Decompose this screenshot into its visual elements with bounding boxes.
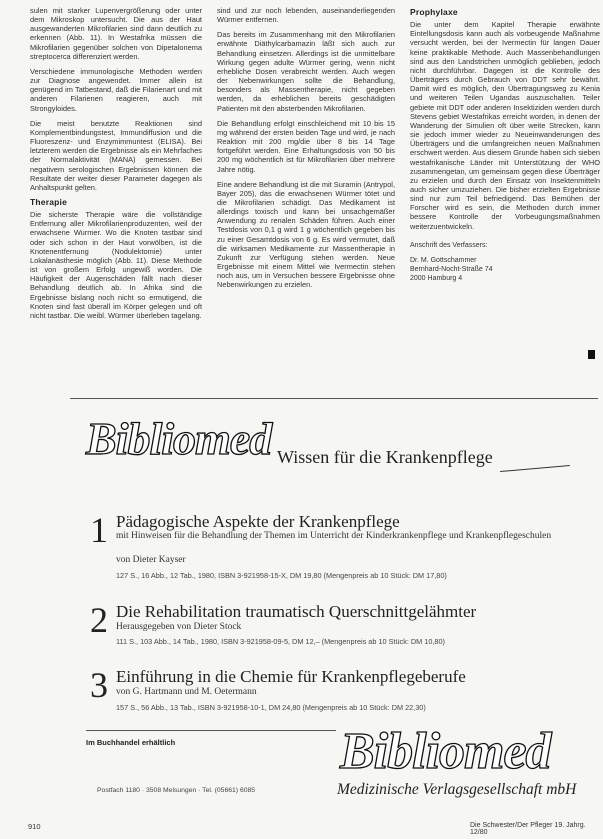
paragraph: Die sicherste Therapie wäre die vollständige Entfernung aller Mikrofilarienproduzenten, weil der erwachsene Wurmer. Wo die Knoten tastbar sind oder sich schon in der Haut vorwölben, ist die Knotenentfernung (Nodulektomie) unter Lokalanästhesie möglich (Abb. 11). Diese Methode ist von großem Erfolg ungewiß worden. Die Häufigkeit der Augenschäden fällt nach dieser Behandlung deutlich ab. In Afrika sind die Ergebnisse bislang noch nicht so ermutigend, die Knoten sind fast überall im Körper gelegen und oft nicht tastbar. Die weibl. Würmer überleben tagelang. — [30, 210, 202, 320]
bibliomed-logo: Bibliomed — [86, 413, 272, 464]
bookstore-note: Im Buchhandel erhältlich — [86, 738, 176, 747]
page-number: 910 — [28, 822, 41, 831]
book-author: von Dieter Kayser — [116, 555, 186, 565]
section-heading-therapie: Therapie — [30, 196, 68, 207]
book-editor: Herausgegeben von Dieter Stock — [116, 622, 242, 632]
paragraph: sulen mit starker Lupenvergrößerung oder unter dem Mikroskop untersucht. Die aus der Haut ausgewanderten Mikrofilarien sind dann deutlich zu erkennen (Abb. 11). In Westafrika müssen die Mikrofilarien gegenüber solchen von Dipetalonema streptocerca differenziert werden. — [30, 6, 202, 61]
address-heading: Anschrift des Verfassers: — [410, 241, 488, 249]
book-title: Die Rehabilitation traumatisch Querschnittgelähmter — [116, 602, 477, 621]
book-subtitle: mit Hinweisen für die Behandlung der Themen im Unterricht der Kinderkrankenpflege und Krankenpflegeschulen — [116, 531, 552, 541]
book-number: 3 — [90, 665, 108, 705]
paragraph: Verschiedene immunologische Methoden werden zur Diagnose angewendet. Immer allein ist genügend im Tatbestand, daß die Filarienart und mit anderen Filarienen reagieren, auch mit Strongyloides. — [30, 66, 202, 113]
article-end-mark — [588, 350, 595, 359]
bibliomed-logo-large: Bibliomed — [340, 723, 551, 780]
article-column-3 — [410, 6, 600, 283]
book-authors: von G. Hartmann und M. Oetermann — [116, 687, 257, 697]
book-meta: 111 S., 103 Abb., 14 Tab., 1980, ISBN 3-921958-09-5, DM 12,– (Mengenpreis ab 10 Stück: DM 10,80) — [116, 637, 445, 646]
address-line: Bernhard-Nocht-Straße 74 — [410, 265, 493, 273]
book-title: Einführung in die Chemie für Krankenpflegeberufe — [116, 667, 466, 686]
tagline-swoosh — [500, 465, 570, 472]
paragraph: Die Behandlung erfolgt einschleichend mit 10 bis 15 mg während der ersten beiden Tage und wird, je nach Reaktion mit 200 mg/die über 8 bis 14 Tage fortgeführt werden. Eine Erhaltungsdosis von 50 bis 200 mg wöchentlich ist für Mikrofilarien über mehrere Jahre nötig. — [217, 118, 395, 174]
article-column-2 — [217, 6, 395, 296]
ad-bottom-rule — [86, 730, 336, 731]
book-number: 1 — [90, 510, 108, 550]
book-meta: 157 S., 56 Abb., 13 Tab., ISBN 3-921958-10-1, DM 24,80 (Mengenpreis ab 10 Stück: DM 22,30) — [116, 703, 426, 712]
ad-top-rule — [70, 398, 598, 399]
paragraph: sind und zur noch lebenden, auseinanderliegenden Würmer entfernen. — [217, 6, 395, 25]
book-number: 2 — [90, 600, 108, 640]
article-column-1 — [30, 6, 202, 326]
paragraph: Das bereits im Zusammenhang mit den Mikrofilarien erwähnte Diäthylcarbamazin läßt sich auch zur Behandlung einsetzen. Allerdings ist die unmittelbare Wirkung gegen adulte Würmer gering, wenn nicht erhebliche Dosen verabreicht werden. Auch wegen der Nebenwirkungen sollte die Behandlung, besonders als Massentherapie, nicht gegeben werden, da erheblichen bereits geschädigten Patienten mit den absterbenden Mikrofilarien. — [217, 30, 395, 113]
paragraph: Eine andere Behandlung ist die mit Suramin (Antrypol, Bayer 205), das die erwachsenen Würmer tötet und die Mikrofilarien schädigt. Das Medikament ist allerdings toxisch und kann bei unsachgemäßer Anwendung zu renalen Schäden führen. Auch einer Testdosis von 0,1 g wird 1 g wöchentlich gegeben bis zu einer Gesamtdosis von 6 g. Es wird vermutet, daß die wirksamen Medikamente zur Massentherapie in Zukunft zur Verfügung stehen werden. Neue Ergebnisse mit einem Mittel wie Ivermectin stehen noch aus, um in Versuchen bessere Ergebnisse ohne Nebenwirkungen zu erzielen. — [217, 179, 395, 290]
paragraph: Die meist benutzte Reaktionen sind Komplementbindungstest, Immundiffusion und die Fluoreszenz- und Enzymimmuntest (ELISA). Bei letzterem werden die Ergebnisse als ein Mehrfaches der Normalaktivität (MANA) gemessen. Bei negativem serologischen Ergebnissen können die Resultate der weiter dieser Parameter dagegen als Anhaltspunkt gelten. — [30, 118, 202, 192]
publisher-address: Postfach 1180 · 3508 Melsungen · Tel. (05661) 6085 — [97, 787, 256, 794]
book-title: Pädagogische Aspekte der Krankenpflege — [116, 512, 400, 531]
book-meta: 127 S., 16 Abb., 12 Tab., 1980, ISBN 3-921958-15-X, DM 19,80 (Mengenpreis ab 10 Stück: DM 17,80) — [116, 571, 447, 580]
ad-tagline: Wissen für die Krankenpflege — [277, 447, 493, 467]
paragraph: Die unter dem Kapitel Therapie erwähnte Eintellungsdosis kann auch als vorbeugende Maßnahme versucht werden, bei der Ivermectin für langen Dauer keine praktikable Methode. Auch Massenbehandlungen sind aus den Landstrichen unmöglich geblieben, jedoch nicht durchführbar. Dagegen ist die Kontrolle des Überträgers durch Gebrauch von DDT sehr bewährt. Damit wird es möglich, den Übertragungsweg zu Kenia und weiteren Teilen Ugandas auszuschalten. Teiler gebiete mit DDT oder anderen Insektiziden werden durch Stevens gebiet Westafrikas erreicht worden, in denen der Wanderung der Simulien oft über weite Strecken, kann sie jedoch immer wieder zu Neueinwanderungen des Überträgers und die umfangreichen neuen Maßnahmen erschwert werden. Aus diesem Grunde haben sich sieben westafrikanische Länder mit Unterstützung der WHO zusammengetan, um gemeinsam gegen diese Überträger zu erzielen und durch den Einsatz von Insektenmitteln auch sicher umzuziehen. Die bisher erzielten Ergebnisse sind nur zum Teil befriedigend. Das Bemühen der Forscher wird es sein, die Methoden durch immer bessere Kontrolle der Vorbeugungsmaßnahmen weiterzuentwickeln. — [410, 20, 600, 231]
address-line: Dr. M. Gottschammer — [410, 256, 477, 264]
section-heading-prophylaxe: Prophylaxe — [410, 7, 458, 17]
journal-footer: Die Schwester/Der Pfleger 19. Jahrg. 12/80 — [470, 822, 586, 836]
publisher-name: Medizinische Verlagsgesellschaft mbH — [337, 781, 577, 798]
author-address — [410, 241, 600, 283]
address-line: 2000 Hamburg 4 — [410, 274, 463, 282]
